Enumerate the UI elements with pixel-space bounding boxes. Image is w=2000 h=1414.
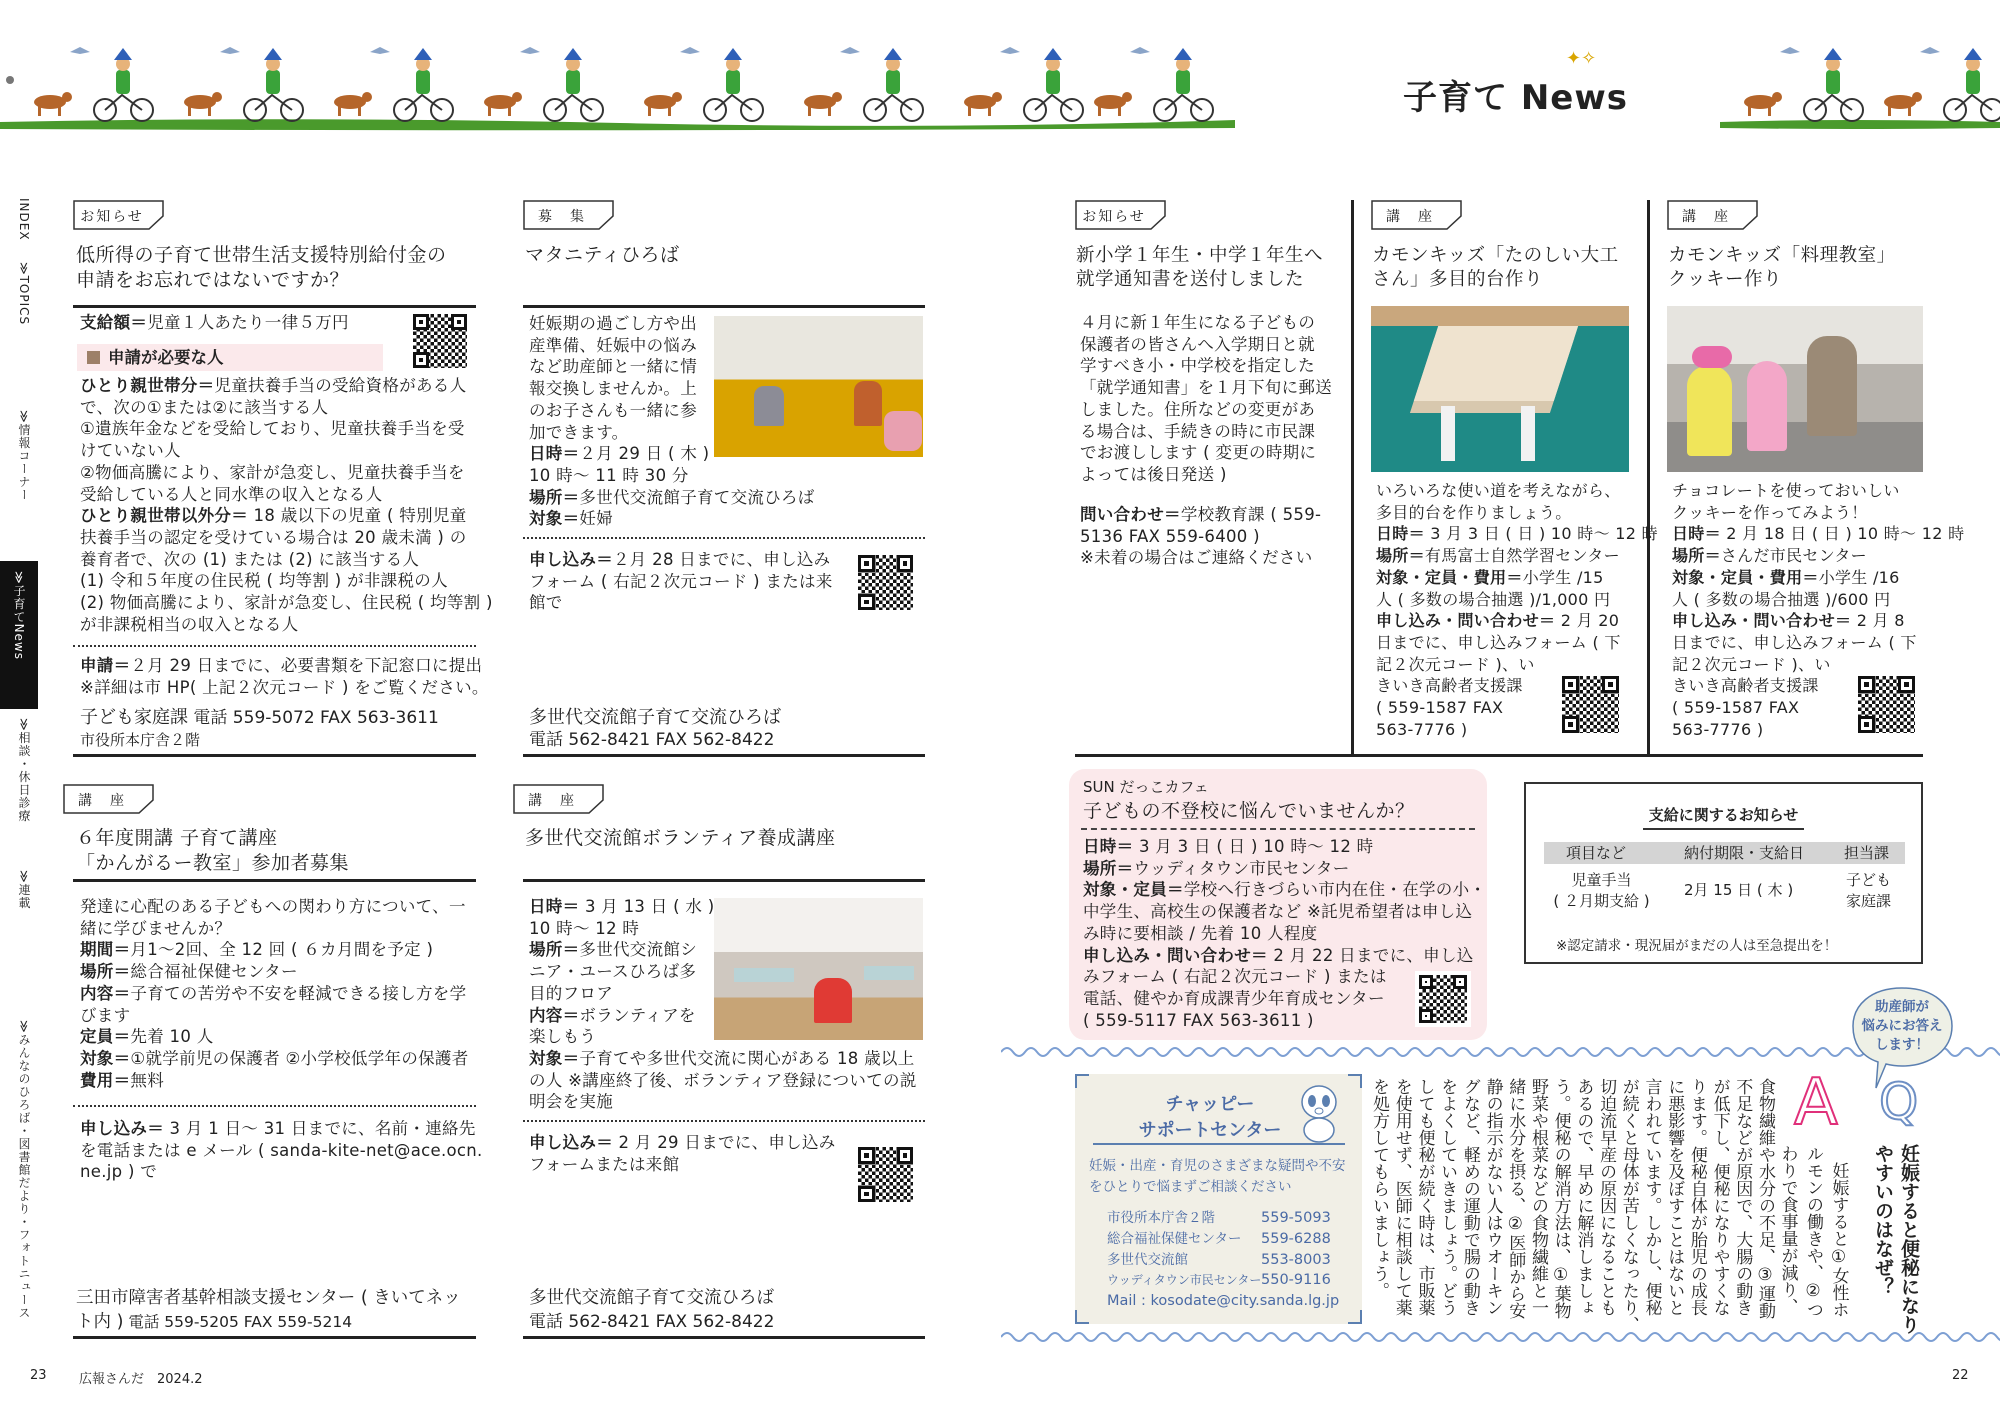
text-line: が非課税相当の収入となる人 <box>80 614 299 634</box>
field-value: 18 歳以下の児童 ( 特別児童 <box>248 506 467 526</box>
text-line <box>529 1132 836 1154</box>
cafe-title: 子どもの不登校に悩んでいませんか？ <box>1083 800 1415 822</box>
field-label: 場所＝ <box>529 940 580 960</box>
article-title: 新小学１年生・中学１年生へ 就学通知書を送付しました <box>1076 245 1324 290</box>
text-line <box>80 939 469 961</box>
text-line: フォーム ( 右記２次元コード ) または来 <box>529 571 833 591</box>
contact: 多世代交流館子育て交流ひろば 電話 562-8421 FAX 562-8422 <box>529 707 781 750</box>
course-tag: 講 座 <box>513 784 605 814</box>
text-line: 産準備、妊娠中の悩み <box>529 335 697 355</box>
text-line <box>1083 945 1486 967</box>
payment-notice-box: 支給に関するお知らせ 項目など 納付期限・支給日 担当課 児童手当 ( ２月期支給 ) 2月 15 日 ( 木 ) 子ども 家庭課 ※認定請求・現況届がまだの人は至急提出を！ <box>1524 782 1923 964</box>
text-line <box>80 1048 469 1070</box>
course-tag: 講 座 <box>1667 200 1759 230</box>
text-line <box>1083 879 1486 901</box>
apply-text <box>529 1132 836 1175</box>
text-line <box>529 508 815 530</box>
index-community[interactable]: ≫みんなのひろば・図書館だより・フォトニュース <box>17 1020 31 1320</box>
text-line: グなど、軽めの運動で腸の動き <box>1459 1078 1480 1316</box>
text-line: 人 ( 多数の場合抽選 )/600 円 <box>1672 589 1891 609</box>
payment-notice-title: 支給に関するお知らせ <box>1526 804 1921 825</box>
text-line: のお子さんも一緒に参 <box>529 400 697 420</box>
field-label: 申し込み＝ <box>529 550 613 569</box>
text-line: 多目的台を作りましょう。 <box>1376 502 1572 522</box>
text-line: あるので、早めに解消しましょ <box>1573 1078 1594 1316</box>
field-value: ①就学前児の保護者 ②小学校低学年の保護者 <box>130 1048 469 1068</box>
field-value: 月1～2回、全 12 回 ( ６カ月間を予定 ) <box>130 940 434 960</box>
field-value: 無料 <box>130 1070 165 1090</box>
cooking-photo <box>1667 306 1923 472</box>
field-label: 定員＝ <box>80 1027 131 1047</box>
article-title: カモンキッズ「料理教室」 クッキー作り <box>1668 245 1896 290</box>
description <box>80 896 469 1091</box>
section-title: 子育て News <box>1403 78 1628 118</box>
field-value: 子育てや多世代交流に関心がある 18 歳以上 <box>579 1049 915 1068</box>
text-line <box>80 983 469 1005</box>
text-line: 563-7776 ) <box>1376 719 1468 739</box>
contact-text <box>1080 504 1321 569</box>
support-center-box <box>1075 1074 1362 1324</box>
field-label: 申し込み・問い合わせ＝ <box>1083 945 1268 965</box>
text-line: でお渡しします ( 変更の時期に <box>1080 443 1317 463</box>
text-line: が低下し、便秘になりやすくな <box>1709 1078 1730 1316</box>
field-label: 対象＝ <box>529 509 580 529</box>
text-line: 目的フロア <box>529 983 613 1003</box>
header-item: 項目など <box>1566 844 1627 862</box>
subhead-band <box>77 344 383 371</box>
text-line: 日までに、申し込みフォーム ( 下 <box>1376 632 1621 652</box>
field-label: 対象・定員＝ <box>1083 880 1184 900</box>
text-line: 食物繊維や水分の不足、③運動 <box>1755 1078 1775 1319</box>
text-line: 野菜や根菜などの食物繊維と一 <box>1527 1078 1548 1316</box>
text-line: 人 ( 多数の場合抽選 )/1,000 円 <box>1376 589 1611 609</box>
text-line: しても便秘が続く時は、市販薬 <box>1414 1078 1435 1316</box>
field-value: 小学生 /15 <box>1522 567 1604 587</box>
description <box>1672 480 1964 740</box>
text-line: う。便秘の解消方法は、①葉物 <box>1550 1078 1571 1319</box>
contact-row: 市役所本庁舎２階 559-5093 <box>1107 1210 1331 1226</box>
text-line: る場合は、手続きの時に市民課 <box>1080 421 1316 441</box>
index-series[interactable]: ≫連載 <box>17 870 31 910</box>
text-line: み時に要相談 / 先着 10 人程度 <box>1083 923 1318 943</box>
apply-text <box>80 1118 483 1183</box>
field-value: 子育ての苦労や不安を軽減できる接し方を学 <box>130 983 467 1003</box>
text-line: きいき高齢者支援課 <box>1376 676 1523 696</box>
apply-text <box>529 549 833 614</box>
dashed-divider <box>1081 828 1475 830</box>
text-line <box>529 1048 917 1070</box>
field-label: 期間＝ <box>80 940 131 960</box>
course-tag: 講 座 <box>63 784 155 814</box>
field-label: 場所＝ <box>80 962 131 982</box>
text-line <box>80 655 489 677</box>
column-divider <box>1351 200 1354 756</box>
field-label: 対象・定員・費用＝ <box>1376 567 1523 587</box>
field-label: 対象＝ <box>529 1049 580 1068</box>
field-value: 2 月 22 日までに、申し込 <box>1267 945 1474 965</box>
field-value: 多世代交流館子育て交流ひろば <box>579 487 815 507</box>
square-bullet-icon <box>87 351 100 364</box>
divider <box>73 305 476 308</box>
field-label: 場所＝ <box>1083 858 1134 878</box>
qr-code[interactable] <box>410 311 470 371</box>
payment-note: ※認定請求・現況届がまだの人は至急提出を！ <box>1556 938 1838 954</box>
divider <box>73 879 476 882</box>
wave-divider-bottom <box>1001 1329 2000 1345</box>
text-line <box>80 961 469 983</box>
field-label: 申し込み・問い合わせ＝ <box>1376 611 1556 631</box>
text-line: 記２次元コード )、い <box>1376 654 1535 674</box>
field-label: 場所＝ <box>1672 546 1721 566</box>
text-line <box>1080 504 1321 526</box>
text-line: ルモンの働きや、②つ <box>1803 1145 1823 1318</box>
course-tag: 講 座 <box>1371 200 1463 230</box>
subhead: 申請が必要な人 <box>108 348 224 367</box>
text-line: (2) 物価高騰により、家計が急変し、住民税 ( 均等割 ) <box>80 593 493 613</box>
field-value: 2 月 20 <box>1555 611 1620 631</box>
field-value: ２月 29 日までに、必要書類を下記窓口に提出 <box>130 656 483 675</box>
text-line: 10 時～ 11 時 30 分 <box>529 465 689 485</box>
description <box>529 313 815 530</box>
text-line: ４月に新１年生になる子どもの <box>1080 313 1316 332</box>
text-line: ( 559-5117 FAX 563-3611 ) <box>1083 1010 1314 1030</box>
text-line <box>1672 545 1964 567</box>
text-line: よっては後日発送 ) <box>1080 464 1227 484</box>
q-mark: Q <box>1879 1073 1919 1131</box>
page-number-right: 22 <box>1952 1368 1969 1383</box>
text-line: が続くと母体が苦しくなったり、 <box>1618 1078 1639 1333</box>
text-line: 楽しもう <box>529 1027 597 1047</box>
recruit-tag: 募 集 <box>523 200 615 230</box>
text-line: ります。便秘自体が胎児の成長 <box>1686 1078 1707 1316</box>
apply-text <box>80 655 489 698</box>
field-label: 内容＝ <box>529 1005 580 1025</box>
divider <box>73 1336 476 1339</box>
field-value: 3 月 13 日 ( 水 ) <box>579 897 715 916</box>
question-text <box>1870 1144 1922 1334</box>
text-line <box>1376 545 1658 567</box>
text-line <box>80 375 493 397</box>
field-label: 日時＝ <box>1083 837 1134 856</box>
support-center-title: チャッピー サポートセンター <box>1138 1094 1282 1141</box>
contact: 子ども家庭課 電話 559-5072 FAX 563-3611 市役所本庁舎２階 <box>80 707 439 749</box>
description <box>1080 312 1332 486</box>
field-value: 2 月 29 日までに、申し込み <box>613 1133 836 1152</box>
text-line: (1) 令和５年度の住民税 ( 均等割 ) が非課税の人 <box>80 571 448 591</box>
text-line: けていない人 <box>80 441 181 461</box>
divider <box>523 754 925 757</box>
text-line <box>1672 567 1964 589</box>
divider <box>523 1336 925 1339</box>
text-line: を電話または e メール ( sanda-kite-net@ace.ocn. <box>80 1140 483 1160</box>
answer-text <box>1369 1078 1776 1333</box>
text-line: 日までに、申し込みフォーム ( 下 <box>1672 632 1917 652</box>
text-line: 記２次元コード )、い <box>1672 654 1831 674</box>
table-header <box>1544 842 1905 864</box>
field-value: 3 月 3 日 ( 日 ) 10 時～ 12 時 <box>1424 524 1658 544</box>
field-value: さんだ市民センター <box>1720 546 1867 566</box>
page-number-left: 23 <box>30 1368 47 1383</box>
text-line: わりで食事量が減り、 <box>1777 1145 1798 1315</box>
text-line: 明会を実施 <box>529 1092 613 1112</box>
dotted-divider <box>523 537 925 539</box>
text-line: フォームまたは来館 <box>529 1154 680 1174</box>
field-label: 申し込み＝ <box>529 1133 613 1152</box>
field-label: 申し込み＝ <box>80 1119 164 1138</box>
field-value: 小学生 /16 <box>1818 567 1900 587</box>
field-label: 日時＝ <box>1376 524 1425 544</box>
contact: 多世代交流館子育て交流ひろば 電話 562-8421 FAX 562-8422 <box>529 1288 775 1332</box>
publication-name: 広報さんだ 2024.2 <box>79 1372 203 1387</box>
notice-tag: お知らせ <box>1075 200 1167 230</box>
text-line <box>80 1070 469 1092</box>
qr-code[interactable] <box>1559 673 1622 736</box>
text-line: 妊娠すると便秘になり <box>1898 1144 1920 1334</box>
text-line: 発達に心配のある子どもへの関わり方について、一 <box>80 897 466 916</box>
stool-photo <box>1371 306 1629 472</box>
text-line <box>1083 858 1486 880</box>
text-line: で、次の①または②に該当する人 <box>80 397 329 417</box>
field-label: 申し込み・問い合わせ＝ <box>1672 611 1852 631</box>
field-value: ２月 29 日 ( 木 ) <box>579 444 710 464</box>
field-label: ひとり親世帯分＝ <box>80 376 215 395</box>
article-title: 多世代交流館ボランティア養成講座 <box>525 827 836 849</box>
banner-illustration <box>0 40 2000 140</box>
text-line: ( 559-1587 FAX <box>1672 698 1800 718</box>
text-line: 館で <box>529 593 563 613</box>
cafe-kicker: SUN だっこカフェ <box>1083 778 1209 796</box>
text-line: 扶養手当の認定を受けている場合は 20 歳未満 ) の <box>80 527 467 547</box>
field-value: 児童扶養手当の受給資格がある人 <box>214 376 467 395</box>
field-value: 学校へ行きづらい市内在住・在学の小・ <box>1183 880 1487 900</box>
eligibility-text <box>80 375 493 635</box>
text-line <box>529 896 715 918</box>
text-line: きいき高齢者支援課 <box>1672 676 1819 696</box>
text-line: 緒に学びませんか？ <box>80 918 232 938</box>
amount-text <box>80 312 349 334</box>
text-line: 報交換しませんか。上 <box>529 379 697 399</box>
text-line: ※詳細は市 HP( 上記２次元コード ) をご覧ください。 <box>80 677 489 697</box>
text-line: 5136 FAX 559-6400 ) <box>1080 526 1260 546</box>
text-line: ①遺族年金などを受給しており、児童扶養手当を受 <box>80 419 465 439</box>
divider <box>1093 1143 1345 1145</box>
text-line <box>1083 836 1486 858</box>
text-line <box>1376 610 1658 632</box>
text-line: 保護者の皆さんへ入学期日と就 <box>1080 334 1315 354</box>
notice-tag: お知らせ <box>73 200 165 230</box>
text-line: 電話、健やか育成課青少年育成センター <box>1083 988 1385 1008</box>
classroom-photo <box>714 898 923 1040</box>
text-line: など助産師と一緒に情 <box>529 357 697 377</box>
field-label: 内容＝ <box>80 983 131 1003</box>
qr-code[interactable] <box>1416 972 1470 1026</box>
header-date: 納付期限・支給日 <box>1684 844 1805 862</box>
text-line: びます <box>80 1005 131 1025</box>
dotted-divider <box>523 1120 925 1122</box>
description <box>529 896 715 1048</box>
divider <box>523 305 925 308</box>
qr-code[interactable] <box>1855 673 1918 736</box>
field-value: ウッディタウン市民センター <box>1133 858 1350 878</box>
support-contacts <box>1107 1208 1347 1312</box>
index-consultation[interactable]: ≫相談・休日診療 <box>17 718 31 823</box>
text-line: ※未着の場合はご連絡ください <box>1080 548 1313 568</box>
article-title: マタニティひろば <box>525 244 680 266</box>
text-line: 切迫流早産の原因になることも <box>1596 1078 1617 1316</box>
text-line <box>1672 523 1964 545</box>
text-line: を処方してもらいましょう。 <box>1369 1078 1390 1299</box>
dotted-divider <box>73 1105 476 1107</box>
text-line: の人 ※講座終了後、ボランティア登録についての説 <box>529 1070 917 1090</box>
divider <box>523 879 925 882</box>
divider <box>73 754 476 757</box>
text-line: やすいのはなぜ？ <box>1872 1144 1894 1296</box>
qr-code[interactable] <box>855 1144 916 1205</box>
field-value: 2 月 8 <box>1851 611 1905 631</box>
field-value: 3 月 3 日 ( 日 ) 10 時～ 12 時 <box>1133 837 1374 856</box>
text-line: 妊娠期の過ごし方や出 <box>529 314 697 333</box>
text-line <box>529 549 833 571</box>
field-label: 対象＝ <box>80 1048 131 1068</box>
text-line <box>529 443 815 465</box>
field-value: 妊婦 <box>579 509 614 529</box>
text-line: 受給している人と同水準の収入となる人 <box>80 484 383 504</box>
index-info-corner[interactable]: ≫情報コーナー <box>17 410 31 502</box>
article-title: 低所得の子育て世帯生活支援特別給付金の 申請をお忘れではないですか？ <box>76 244 447 291</box>
text-line: いろいろな使い道を考えながら、 <box>1376 481 1621 500</box>
field-label: 費用＝ <box>80 1070 131 1090</box>
payment-date: 2月 15 日 ( 木 ) <box>1684 881 1794 899</box>
index-kosodate-news[interactable]: ≫子育てNews <box>0 561 38 709</box>
text-line: ②物価高騰により、家計が急変し、児童扶養手当を <box>80 462 465 482</box>
text-line <box>529 939 715 961</box>
text-line: 中学生、高校生の保護者など ※託児希望者は申し込 <box>1083 902 1473 922</box>
text-line: ( 559-1587 FAX <box>1376 698 1504 718</box>
field-label: 対象・定員・費用＝ <box>1672 567 1819 587</box>
support-mail[interactable]: Mail : kosodate@city.sanda.lg.jp <box>1107 1293 1340 1310</box>
text-line: しました。住所などの変更があ <box>1080 399 1316 419</box>
divider <box>1075 754 1923 757</box>
field-label: 日時＝ <box>529 444 580 464</box>
text-line <box>80 1026 469 1048</box>
field-label: 場所＝ <box>1376 546 1425 566</box>
field-label: ひとり親世帯以外分＝ <box>80 506 248 526</box>
qr-code[interactable] <box>855 552 916 613</box>
text-line: 「就学通知書」を１月下旬に郵送 <box>1080 378 1332 398</box>
contact-row: ウッディタウン市民センター 550-9116 <box>1107 1272 1331 1289</box>
field-label: 支給額＝ <box>80 313 148 332</box>
text-line <box>80 312 349 334</box>
field-value: ボランティアを <box>579 1005 696 1025</box>
index-label: INDEX <box>17 198 31 241</box>
text-line: 緒に水分を摂る、②医師から安 <box>1505 1078 1526 1319</box>
field-label: 申請＝ <box>80 656 131 675</box>
support-center-desc: 妊娠・出産・育児のさまざまな疑問や不安 をひとりで悩まずご相談ください <box>1089 1158 1346 1195</box>
field-value: 有馬富士自然学習センター <box>1424 546 1620 566</box>
text-line: チョコレートを使っておいしい <box>1672 481 1900 500</box>
text-line: 静の指示がない人はウオーキン <box>1482 1078 1503 1316</box>
dotted-divider <box>73 645 476 647</box>
text-line: 妊娠すると①女性ホ <box>1828 1145 1849 1318</box>
sparkle-icon: ✦✧ <box>1566 48 1597 69</box>
contact-row: 総合福祉保健センター 559-6288 <box>1107 1230 1331 1247</box>
text-line: 10 時～ 12 時 <box>529 918 640 938</box>
text-line <box>1376 567 1658 589</box>
bubble-text: 助産師が 悩みにお答え します！ <box>1861 999 1943 1053</box>
text-line: 言われています。しかし、便秘 <box>1641 1078 1662 1316</box>
text-line: ニア・ユースひろば多 <box>529 962 697 982</box>
field-value: 学校教育課 ( 559- <box>1180 505 1322 524</box>
article-title: カモンキッズ「たのしい大工 さん」多目的台作り <box>1372 245 1619 290</box>
article-title: ６年度開講 子育て講座 「かんがるー教室」参加者募集 <box>76 827 350 874</box>
text-line: クッキーを作ってみよう！ <box>1672 502 1868 522</box>
field-value: ２月 28 日までに、申し込み <box>613 550 831 569</box>
text-line: 学すべき小・中学校を指定した <box>1080 356 1315 376</box>
field-value: 先着 10 人 <box>130 1027 214 1047</box>
text-line: みフォーム ( 右記２次元コード ) または <box>1083 967 1387 987</box>
field-value: 児童１人あたり一律５万円 <box>147 313 349 332</box>
text-line <box>80 1118 483 1140</box>
text-line: ne.jp ) で <box>80 1162 158 1182</box>
field-label: 問い合わせ＝ <box>1080 505 1181 524</box>
text-line <box>529 487 815 509</box>
header-dept: 担当課 <box>1844 844 1890 862</box>
text-line: に悪影響を及ぼすことはないと <box>1664 1078 1685 1316</box>
field-value: 総合福祉保健センター <box>130 962 298 982</box>
a-mark: A <box>1794 1066 1838 1140</box>
field-value: 多世代交流館シ <box>579 940 698 960</box>
text-line: 不足などが原因で、大腸の動き <box>1732 1078 1753 1316</box>
text-line: をよくしていきましょう。どう <box>1437 1078 1458 1316</box>
text-line: 養育者で、次の (1) または (2) に該当する人 <box>80 549 420 569</box>
text-line: 563-7776 ) <box>1672 719 1764 739</box>
text-line: を使用せず、医師に相談して薬 <box>1391 1078 1412 1316</box>
text-line <box>529 1005 715 1027</box>
contact-row: 多世代交流館 553-8003 <box>1107 1251 1331 1268</box>
chappy-mascot-icon <box>1297 1082 1341 1144</box>
field-value: 3 月 1 日～ 31 日までに、名前・連絡先 <box>164 1119 476 1138</box>
index-topics[interactable]: ≫TOPICS <box>17 262 31 326</box>
cafe-box <box>1069 769 1487 1040</box>
field-label: 日時＝ <box>1672 524 1721 544</box>
text-line <box>1672 610 1964 632</box>
text-line <box>80 505 493 527</box>
field-label: 日時＝ <box>529 897 580 916</box>
text-line <box>1376 523 1658 545</box>
text-line: 加できます。 <box>529 422 629 442</box>
contact: 三田市障害者基幹相談支援センター ( きいてネッ ト内 ) 電話 559-5205 FAX 559-5214 <box>76 1288 461 1332</box>
target-text <box>529 1048 917 1113</box>
field-value: 2 月 18 日 ( 日 ) 10 時～ 12 時 <box>1720 524 1965 544</box>
answer-intro <box>1774 1145 1851 1325</box>
field-label: 場所＝ <box>529 487 580 507</box>
